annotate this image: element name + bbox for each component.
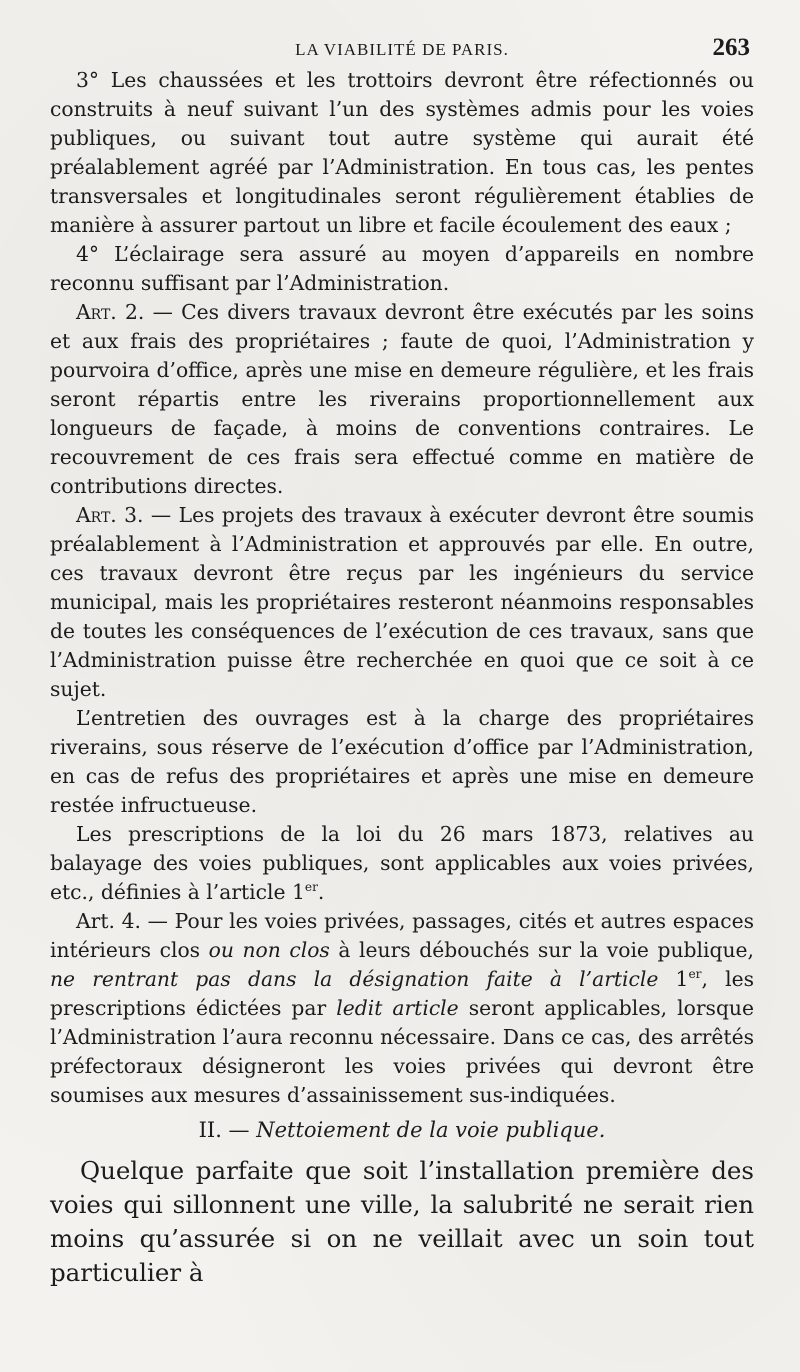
paragraph-text: à leurs débouchés sur la voie publique, [329,938,754,962]
paragraph-text: , les prescriptions édictées par [50,967,754,1020]
article-text: — Ces divers travaux devront être exécutés par les soins et aux frais des propriétaires ; faute de quoi, l’Administration y pourvoira d’office, après une mise en demeure régulière, et les frais seront répartis entre les riverains proportionnellement aux longueurs de façade, à moins de conventions contraires. Le recouvrement de ces frais sera effectué comme en matière de contributions directes. [50,300,754,498]
paragraph-item-3: 3° Les chaussées et les trottoirs devront être réfectionnés ou construits à neuf suivant l’un des systèmes admis pour les voies publiques, ou suivant tout autre système qui aurait été préalablement agréé par l’Administration. En tous cas, les pentes transversales et longitudinales seront régulièrement établies de manière à assurer partout un libre et facile écoulement des eaux ; [50,68,754,237]
paragraph-article-3 [50,501,754,704]
article-label: Art. 3. [76,503,144,527]
section-heading [50,1118,754,1142]
closing-text [50,1154,754,1290]
superscript: er [688,967,702,982]
paragraph-text: Les prescriptions de la loi du 26 mars 1873, relatives au balayage des voies publiques, sont applicables aux voies privées, etc., définies à l’article 1 [50,822,754,904]
paragraph-article-4 [50,907,754,1110]
paragraph-article-2 [50,298,754,501]
paragraph-text: . [317,880,325,904]
italic-text: ou non clos [208,938,330,962]
paragraph-text: seront applicables, lorsque l’Administration l’aura reconnu nécessaire. Dans ce cas, des arrêtés préfectoraux désigneront les voies privées qui devront être soumises aux mesures d’assainissement sus-indiquées. [50,996,754,1107]
superscript: er [304,880,318,895]
page-number: 263 [712,34,750,61]
running-header [50,30,754,66]
paragraph-text: 1 [658,967,689,991]
paragraph-entretien: L’entretien des ouvrages est à la charge des propriétaires riverains, sous réserve de l’exécution d’office par l’Administration, en cas de refus des propriétaires et après une mise en demeure restée infructueuse. [50,706,754,817]
paragraph-item-4: 4° L’éclairage sera assuré au moyen d’appareils en nombre reconnu suffisant par l’Administration. [50,242,754,295]
italic-text: ne rentrant pas dans la désignation faite à l’article [50,967,659,991]
italic-text: ledit article [336,996,459,1020]
main-text [50,66,754,1110]
running-title: LA VIABILITÉ DE PARIS. [295,40,509,59]
section-number: II. — [198,1118,257,1142]
section-title: Nettoiement de la voie publique. [256,1118,606,1142]
article-text: — Les projets des travaux à exécuter devront être soumis préalablement à l’Administration et approuvés par elle. En outre, ces travaux devront être reçus par les ingénieurs du service municipal, mais les propriétaires resteront néanmoins responsables de toutes les conséquences de l’exécution de ces travaux, sans que l’Administration puisse être recherchée en quoi que ce soit à ce sujet. [50,503,754,701]
paragraph-prescriptions [50,820,754,907]
paragraph-closing: Quelque parfaite que soit l’installation première des voies qui sillonnent une ville, la salubrité ne serait rien moins qu’assurée si on ne veillait avec un soin tout particulier à [50,1156,754,1287]
paragraph-text: Art. 4. — Pour les voies privées, passages, cités et autres espaces intérieurs clos [50,909,754,962]
article-label: Art. 2. [76,300,145,324]
